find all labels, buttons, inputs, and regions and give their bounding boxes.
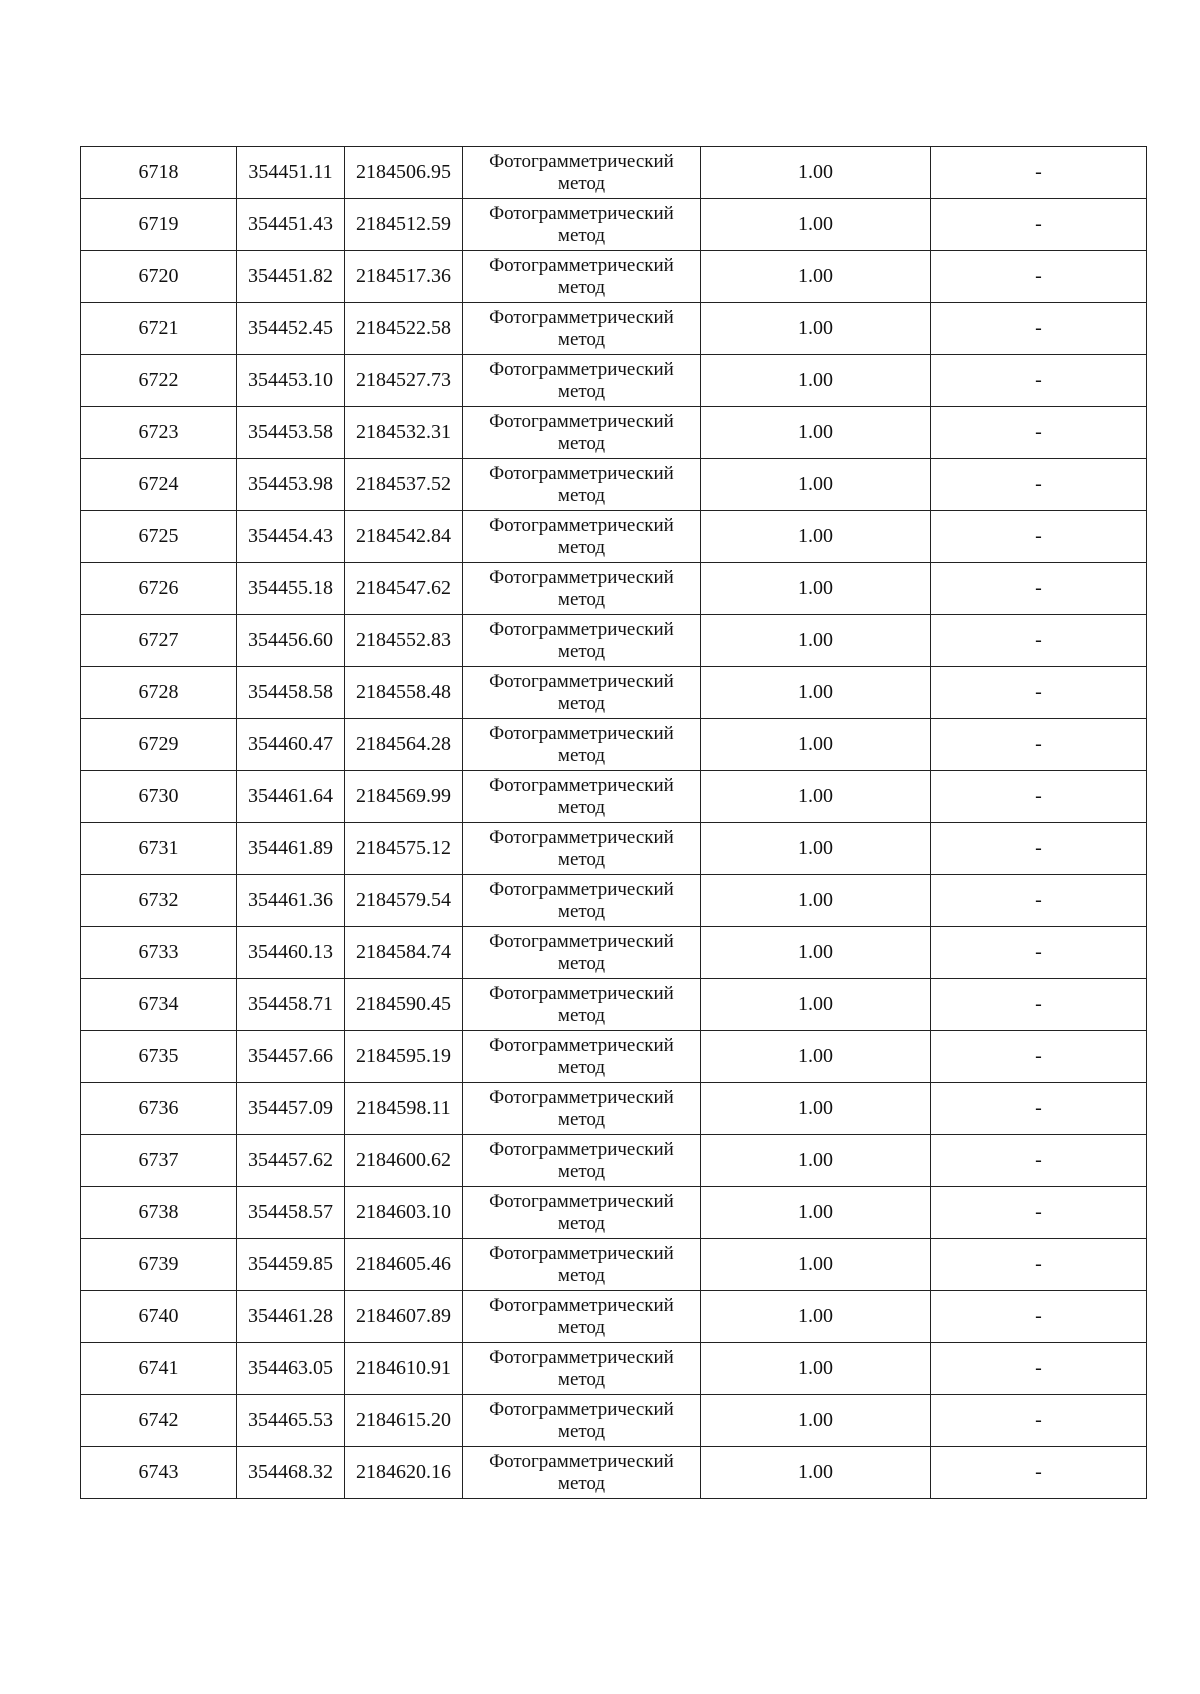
method-line-2: метод: [557, 1056, 606, 1078]
note-cell: -: [931, 1395, 1147, 1447]
point-number-cell: 6737: [81, 1135, 237, 1187]
x-coordinate-cell: 354457.09: [237, 1083, 345, 1135]
x-coordinate-cell: 354451.43: [237, 199, 345, 251]
y-coordinate-cell: 2184512.59: [345, 199, 463, 251]
method-line-1: Фотограмметрический: [489, 254, 674, 276]
coordinates-table: [80, 146, 1147, 1499]
method-line-1: Фотограмметрический: [489, 1086, 674, 1108]
y-coordinate-cell: 2184552.83: [345, 615, 463, 667]
x-coordinate-cell: 354461.64: [237, 771, 345, 823]
x-coordinate-cell: 354457.62: [237, 1135, 345, 1187]
x-coordinate-cell: 354460.47: [237, 719, 345, 771]
accuracy-cell: 1.00: [701, 511, 931, 563]
method-cell: [463, 407, 701, 459]
y-coordinate-cell: 2184605.46: [345, 1239, 463, 1291]
method-line-2: метод: [557, 172, 606, 194]
accuracy-cell: 1.00: [701, 1395, 931, 1447]
table-row: [81, 1291, 1147, 1343]
method-line-2: метод: [557, 328, 606, 350]
note-cell: -: [931, 823, 1147, 875]
method-line-1: Фотограмметрический: [489, 1242, 674, 1264]
y-coordinate-cell: 2184522.58: [345, 303, 463, 355]
y-coordinate-cell: 2184600.62: [345, 1135, 463, 1187]
method-line-2: метод: [557, 1264, 606, 1286]
method-line-1: Фотограмметрический: [489, 670, 674, 692]
method-line-2: метод: [557, 1160, 606, 1182]
method-line-1: Фотограмметрический: [489, 1346, 674, 1368]
table-row: [81, 459, 1147, 511]
note-cell: -: [931, 1083, 1147, 1135]
method-cell: [463, 147, 701, 199]
method-line-1: Фотограмметрический: [489, 358, 674, 380]
y-coordinate-cell: 2184584.74: [345, 927, 463, 979]
y-coordinate-cell: 2184564.28: [345, 719, 463, 771]
note-cell: -: [931, 1031, 1147, 1083]
method-line-2: метод: [557, 640, 606, 662]
point-number-cell: 6722: [81, 355, 237, 407]
table-row: [81, 927, 1147, 979]
method-cell: [463, 459, 701, 511]
note-cell: -: [931, 927, 1147, 979]
note-cell: -: [931, 979, 1147, 1031]
x-coordinate-cell: 354458.57: [237, 1187, 345, 1239]
y-coordinate-cell: 2184595.19: [345, 1031, 463, 1083]
method-cell: [463, 1239, 701, 1291]
method-cell: [463, 667, 701, 719]
x-coordinate-cell: 354458.71: [237, 979, 345, 1031]
method-line-2: метод: [557, 952, 606, 974]
y-coordinate-cell: 2184620.16: [345, 1447, 463, 1499]
accuracy-cell: 1.00: [701, 199, 931, 251]
method-cell: [463, 1395, 701, 1447]
y-coordinate-cell: 2184603.10: [345, 1187, 463, 1239]
point-number-cell: 6730: [81, 771, 237, 823]
table-row: [81, 1135, 1147, 1187]
point-number-cell: 6743: [81, 1447, 237, 1499]
y-coordinate-cell: 2184532.31: [345, 407, 463, 459]
x-coordinate-cell: 354460.13: [237, 927, 345, 979]
point-number-cell: 6738: [81, 1187, 237, 1239]
coordinates-table-body: [81, 147, 1147, 1499]
method-cell: [463, 1187, 701, 1239]
accuracy-cell: 1.00: [701, 147, 931, 199]
x-coordinate-cell: 354463.05: [237, 1343, 345, 1395]
table-row: [81, 199, 1147, 251]
x-coordinate-cell: 354468.32: [237, 1447, 345, 1499]
y-coordinate-cell: 2184615.20: [345, 1395, 463, 1447]
note-cell: -: [931, 407, 1147, 459]
table-row: [81, 563, 1147, 615]
method-line-2: метод: [557, 796, 606, 818]
point-number-cell: 6728: [81, 667, 237, 719]
y-coordinate-cell: 2184607.89: [345, 1291, 463, 1343]
table-row: [81, 875, 1147, 927]
method-cell: [463, 823, 701, 875]
point-number-cell: 6736: [81, 1083, 237, 1135]
table-row: [81, 667, 1147, 719]
accuracy-cell: 1.00: [701, 615, 931, 667]
y-coordinate-cell: 2184575.12: [345, 823, 463, 875]
method-line-1: Фотограмметрический: [489, 410, 674, 432]
note-cell: -: [931, 303, 1147, 355]
accuracy-cell: 1.00: [701, 1031, 931, 1083]
note-cell: -: [931, 1291, 1147, 1343]
point-number-cell: 6725: [81, 511, 237, 563]
method-line-1: Фотограмметрический: [489, 462, 674, 484]
note-cell: -: [931, 1135, 1147, 1187]
method-line-2: метод: [557, 276, 606, 298]
table-row: [81, 1239, 1147, 1291]
x-coordinate-cell: 354461.28: [237, 1291, 345, 1343]
accuracy-cell: 1.00: [701, 875, 931, 927]
y-coordinate-cell: 2184547.62: [345, 563, 463, 615]
y-coordinate-cell: 2184542.84: [345, 511, 463, 563]
point-number-cell: 6735: [81, 1031, 237, 1083]
note-cell: -: [931, 771, 1147, 823]
note-cell: -: [931, 251, 1147, 303]
accuracy-cell: 1.00: [701, 1135, 931, 1187]
y-coordinate-cell: 2184598.11: [345, 1083, 463, 1135]
accuracy-cell: 1.00: [701, 251, 931, 303]
table-row: [81, 251, 1147, 303]
note-cell: -: [931, 355, 1147, 407]
method-line-2: метод: [557, 900, 606, 922]
method-line-1: Фотограмметрический: [489, 1034, 674, 1056]
x-coordinate-cell: 354453.10: [237, 355, 345, 407]
point-number-cell: 6727: [81, 615, 237, 667]
y-coordinate-cell: 2184537.52: [345, 459, 463, 511]
point-number-cell: 6733: [81, 927, 237, 979]
method-cell: [463, 303, 701, 355]
x-coordinate-cell: 354461.36: [237, 875, 345, 927]
accuracy-cell: 1.00: [701, 927, 931, 979]
method-line-2: метод: [557, 692, 606, 714]
method-line-1: Фотограмметрический: [489, 1294, 674, 1316]
method-line-2: метод: [557, 432, 606, 454]
method-line-1: Фотограмметрический: [489, 878, 674, 900]
x-coordinate-cell: 354455.18: [237, 563, 345, 615]
note-cell: -: [931, 563, 1147, 615]
note-cell: -: [931, 511, 1147, 563]
method-line-1: Фотограмметрический: [489, 982, 674, 1004]
method-line-2: метод: [557, 1420, 606, 1442]
point-number-cell: 6731: [81, 823, 237, 875]
accuracy-cell: 1.00: [701, 303, 931, 355]
note-cell: -: [931, 199, 1147, 251]
accuracy-cell: 1.00: [701, 1343, 931, 1395]
method-line-2: метод: [557, 848, 606, 870]
x-coordinate-cell: 354453.58: [237, 407, 345, 459]
table-row: [81, 615, 1147, 667]
point-number-cell: 6724: [81, 459, 237, 511]
method-line-2: метод: [557, 1212, 606, 1234]
table-row: [81, 1447, 1147, 1499]
method-line-2: метод: [557, 1472, 606, 1494]
point-number-cell: 6734: [81, 979, 237, 1031]
accuracy-cell: 1.00: [701, 667, 931, 719]
table-row: [81, 303, 1147, 355]
method-line-1: Фотограмметрический: [489, 826, 674, 848]
method-cell: [463, 979, 701, 1031]
point-number-cell: 6719: [81, 199, 237, 251]
accuracy-cell: 1.00: [701, 355, 931, 407]
method-cell: [463, 1343, 701, 1395]
y-coordinate-cell: 2184569.99: [345, 771, 463, 823]
method-cell: [463, 355, 701, 407]
y-coordinate-cell: 2184517.36: [345, 251, 463, 303]
method-line-1: Фотограмметрический: [489, 774, 674, 796]
table-row: [81, 719, 1147, 771]
method-line-2: метод: [557, 536, 606, 558]
point-number-cell: 6742: [81, 1395, 237, 1447]
accuracy-cell: 1.00: [701, 1083, 931, 1135]
table-row: [81, 1343, 1147, 1395]
table-row: [81, 355, 1147, 407]
method-line-1: Фотограмметрический: [489, 1450, 674, 1472]
method-line-2: метод: [557, 1368, 606, 1390]
method-line-2: метод: [557, 1004, 606, 1026]
point-number-cell: 6729: [81, 719, 237, 771]
accuracy-cell: 1.00: [701, 771, 931, 823]
table-row: [81, 979, 1147, 1031]
method-line-1: Фотограмметрический: [489, 930, 674, 952]
table-row: [81, 1083, 1147, 1135]
accuracy-cell: 1.00: [701, 719, 931, 771]
note-cell: -: [931, 1447, 1147, 1499]
method-line-1: Фотограмметрический: [489, 202, 674, 224]
method-line-2: метод: [557, 744, 606, 766]
accuracy-cell: 1.00: [701, 1239, 931, 1291]
point-number-cell: 6718: [81, 147, 237, 199]
note-cell: -: [931, 1187, 1147, 1239]
method-line-1: Фотограмметрический: [489, 566, 674, 588]
accuracy-cell: 1.00: [701, 1291, 931, 1343]
accuracy-cell: 1.00: [701, 459, 931, 511]
y-coordinate-cell: 2184558.48: [345, 667, 463, 719]
method-cell: [463, 719, 701, 771]
accuracy-cell: 1.00: [701, 1187, 931, 1239]
table-row: [81, 1031, 1147, 1083]
note-cell: -: [931, 459, 1147, 511]
method-cell: [463, 199, 701, 251]
x-coordinate-cell: 354457.66: [237, 1031, 345, 1083]
table-row: [81, 147, 1147, 199]
note-cell: -: [931, 1343, 1147, 1395]
note-cell: -: [931, 1239, 1147, 1291]
note-cell: -: [931, 147, 1147, 199]
note-cell: -: [931, 719, 1147, 771]
method-line-2: метод: [557, 1108, 606, 1130]
table-row: [81, 771, 1147, 823]
table-row: [81, 407, 1147, 459]
method-line-1: Фотограмметрический: [489, 1398, 674, 1420]
method-line-1: Фотограмметрический: [489, 1190, 674, 1212]
y-coordinate-cell: 2184506.95: [345, 147, 463, 199]
method-line-2: метод: [557, 380, 606, 402]
method-cell: [463, 251, 701, 303]
method-line-1: Фотограмметрический: [489, 722, 674, 744]
method-cell: [463, 1083, 701, 1135]
method-line-1: Фотограмметрический: [489, 150, 674, 172]
y-coordinate-cell: 2184527.73: [345, 355, 463, 407]
method-line-2: метод: [557, 1316, 606, 1338]
note-cell: -: [931, 875, 1147, 927]
method-cell: [463, 1031, 701, 1083]
method-cell: [463, 563, 701, 615]
method-line-2: метод: [557, 484, 606, 506]
x-coordinate-cell: 354461.89: [237, 823, 345, 875]
x-coordinate-cell: 354451.11: [237, 147, 345, 199]
method-cell: [463, 615, 701, 667]
method-line-2: метод: [557, 224, 606, 246]
method-line-2: метод: [557, 588, 606, 610]
method-line-1: Фотограмметрический: [489, 618, 674, 640]
method-cell: [463, 771, 701, 823]
point-number-cell: 6720: [81, 251, 237, 303]
y-coordinate-cell: 2184590.45: [345, 979, 463, 1031]
accuracy-cell: 1.00: [701, 823, 931, 875]
y-coordinate-cell: 2184579.54: [345, 875, 463, 927]
point-number-cell: 6740: [81, 1291, 237, 1343]
table-row: [81, 1395, 1147, 1447]
x-coordinate-cell: 354459.85: [237, 1239, 345, 1291]
accuracy-cell: 1.00: [701, 563, 931, 615]
method-line-1: Фотограмметрический: [489, 514, 674, 536]
method-cell: [463, 927, 701, 979]
point-number-cell: 6741: [81, 1343, 237, 1395]
method-line-1: Фотограмметрический: [489, 306, 674, 328]
table-row: [81, 1187, 1147, 1239]
point-number-cell: 6723: [81, 407, 237, 459]
accuracy-cell: 1.00: [701, 1447, 931, 1499]
point-number-cell: 6732: [81, 875, 237, 927]
method-cell: [463, 875, 701, 927]
x-coordinate-cell: 354454.43: [237, 511, 345, 563]
point-number-cell: 6721: [81, 303, 237, 355]
method-cell: [463, 1135, 701, 1187]
table-row: [81, 511, 1147, 563]
note-cell: -: [931, 667, 1147, 719]
table-row: [81, 823, 1147, 875]
point-number-cell: 6739: [81, 1239, 237, 1291]
x-coordinate-cell: 354458.58: [237, 667, 345, 719]
method-line-1: Фотограмметрический: [489, 1138, 674, 1160]
x-coordinate-cell: 354451.82: [237, 251, 345, 303]
point-number-cell: 6726: [81, 563, 237, 615]
accuracy-cell: 1.00: [701, 407, 931, 459]
method-cell: [463, 1447, 701, 1499]
y-coordinate-cell: 2184610.91: [345, 1343, 463, 1395]
method-cell: [463, 1291, 701, 1343]
x-coordinate-cell: 354453.98: [237, 459, 345, 511]
method-cell: [463, 511, 701, 563]
x-coordinate-cell: 354452.45: [237, 303, 345, 355]
x-coordinate-cell: 354456.60: [237, 615, 345, 667]
x-coordinate-cell: 354465.53: [237, 1395, 345, 1447]
accuracy-cell: 1.00: [701, 979, 931, 1031]
note-cell: -: [931, 615, 1147, 667]
